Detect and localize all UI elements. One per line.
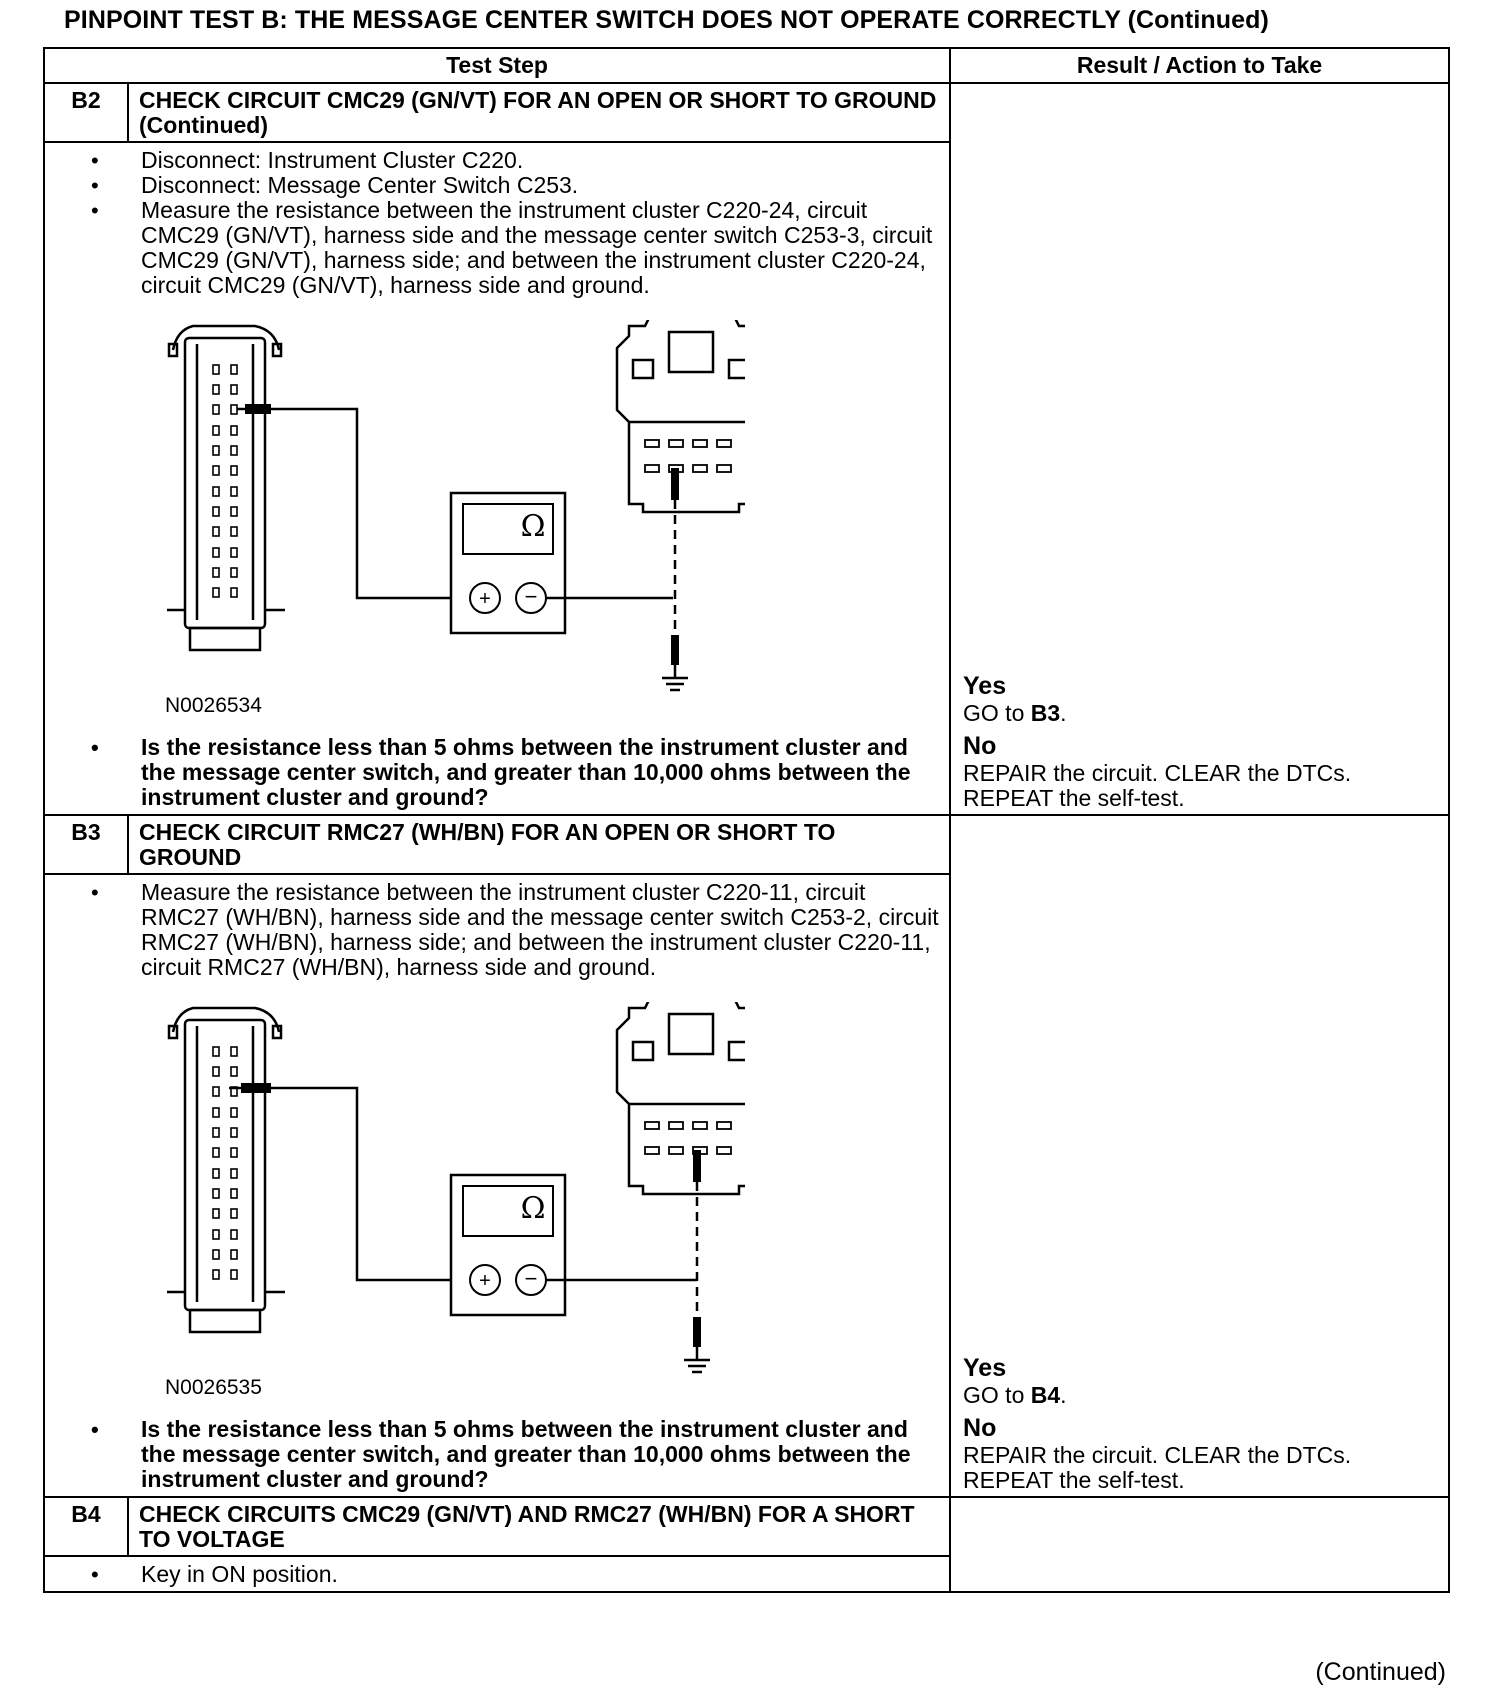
step-bullets <box>91 1562 939 1587</box>
ohm-symbol: Ω <box>520 509 546 544</box>
ohm-symbol: Ω <box>520 1191 546 1226</box>
svg-text:−: − <box>524 584 538 609</box>
step-b3-title-row <box>44 815 1449 874</box>
step-title: CHECK CIRCUIT RMC27 (WH/BN) FOR AN OPEN OR SHORT TO GROUND <box>128 815 950 874</box>
wiring-diagram <box>45 1002 939 1417</box>
step-bullet: • Measure the resistance between the instrument cluster C220-24, circuit CMC29 (GN/VT), harness side and the message center switch C253-3, circuit CMC29 (GN/VT), harness side; and between the instrument cluster C220-24, circuit CMC29 (GN/VT), harness side and ground. <box>91 198 939 298</box>
goto-step-link: B3 <box>1030 700 1061 726</box>
svg-text:+: + <box>479 588 491 610</box>
figure-code: N0026534 <box>165 694 262 717</box>
step-bullet: • Disconnect: Instrument Cluster C220. <box>91 148 939 173</box>
yes-label: Yes <box>963 1354 1007 1382</box>
step-id: B4 <box>44 1497 128 1556</box>
step-bullet: • Measure the resistance between the instrument cluster C220-11, circuit RMC27 (WH/BN), harness side and the message center switch C253-2, circuit RMC27 (WH/BN), harness side; and between the instrument cluster C220-11, circuit RMC27 (WH/BN), harness side and ground. <box>91 880 939 980</box>
no-label: No <box>963 732 997 760</box>
step-b3-result <box>950 815 1449 1497</box>
step-id: B3 <box>44 815 128 874</box>
yes-action: GO to B4. <box>963 1382 1067 1408</box>
yes-action: GO to B3. <box>963 700 1067 726</box>
step-body <box>44 874 950 1497</box>
step-b4-result <box>950 1497 1449 1592</box>
figure-code: N0026535 <box>165 1376 262 1399</box>
step-b2-result <box>950 83 1449 815</box>
goto-step-link: B4 <box>1030 1382 1061 1408</box>
step-title: CHECK CIRCUIT CMC29 (GN/VT) FOR AN OPEN OR SHORT TO GROUND (Continued) <box>128 83 950 142</box>
step-question: • Is the resistance less than 5 ohms between the instrument cluster and the message center switch, and greater than 10,000 ohms between the instrument cluster and ground? <box>91 1417 939 1492</box>
step-title: CHECK CIRCUITS CMC29 (GN/VT) AND RMC27 (WH/BN) FOR A SHORT TO VOLTAGE <box>128 1497 950 1556</box>
step-question: • Is the resistance less than 5 ohms between the instrument cluster and the message center switch, and greater than 10,000 ohms between the instrument cluster and ground? <box>91 735 939 810</box>
step-id: B2 <box>44 83 128 142</box>
step-bullet: • Disconnect: Message Center Switch C253. <box>91 173 939 198</box>
meter-connection-illustration <box>45 320 745 735</box>
wiring-diagram <box>45 320 939 735</box>
continued-footer: (Continued) <box>1315 1658 1446 1686</box>
header-test-step: Test Step <box>44 48 950 83</box>
no-label: No <box>963 1414 997 1442</box>
svg-text:−: − <box>524 1266 538 1291</box>
no-action: REPAIR the circuit. CLEAR the DTCs. REPEAT the self-test. <box>963 760 1352 811</box>
meter-connection-illustration <box>45 1002 745 1417</box>
step-bullet: • Key in ON position. <box>91 1562 939 1587</box>
step-b4-title-row <box>44 1497 1449 1556</box>
table-header-row <box>44 48 1449 83</box>
no-action: REPAIR the circuit. CLEAR the DTCs. REPEAT the self-test. <box>963 1442 1352 1493</box>
pinpoint-test-table <box>43 47 1450 1593</box>
question-bullets <box>91 735 939 810</box>
step-b2-title-row <box>44 83 1449 142</box>
step-body <box>44 142 950 815</box>
page-title: PINPOINT TEST B: THE MESSAGE CENTER SWITCH DOES NOT OPERATE CORRECTLY (Continued) <box>64 6 1269 34</box>
step-bullets <box>91 148 939 298</box>
yes-label: Yes <box>963 672 1007 700</box>
step-body <box>44 1556 950 1592</box>
header-result-action: Result / Action to Take <box>950 48 1449 83</box>
question-bullets <box>91 1417 939 1492</box>
step-bullets <box>91 880 939 980</box>
svg-text:+: + <box>479 1270 491 1292</box>
